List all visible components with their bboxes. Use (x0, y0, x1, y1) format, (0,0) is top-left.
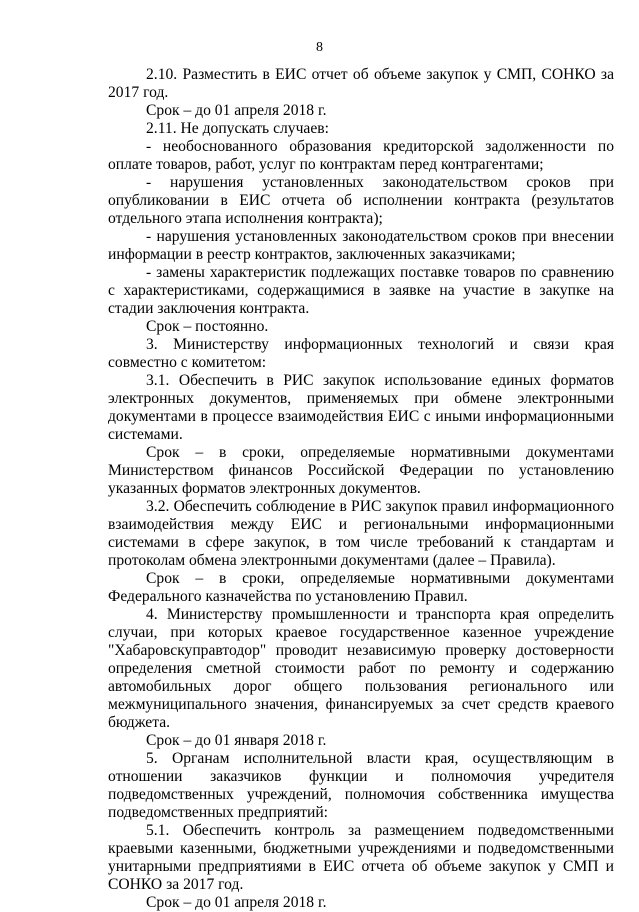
paragraph-3-1: 3.1. Обеспечить в РИС закупок использование единых форматов электронных документов, применяемых при обмене электронными документами в процессе взаимодействия ЕИС с иными информационными системами. (108, 372, 614, 443)
page-number: 8 (316, 40, 323, 55)
deadline-2-10: Срок – до 01 апреля 2018 г. (146, 102, 327, 119)
paragraph-5: 5. Органам исполнительной власти края, осуществляющим в отношении заказчиков функции и полномочия учредителя подведомственных учреждений, полномочия собственника имущества подведомственных предприятий: (108, 750, 614, 821)
deadline-3-1: Срок – в сроки, определяемые нормативными документами Министерством финансов Российской Федерации по установлению указанных форматов электронных документов. (108, 444, 614, 497)
paragraph-4: 4. Министерству промышленности и транспорта края определить случаи, при которых краевое государственное казенное учреждение "Хабаровскуправтодор" проводит независимую проверку достоверности определения сметной стоимости работ по ремонту и содержанию автомобильных дорог общего пользования регионального или межмуниципального значения, финансируемых за счет средств краевого бюджета. (108, 606, 614, 731)
deadline-5-1: Срок – до 01 апреля 2018 г. (146, 894, 327, 911)
list-item-payables: - необоснованного образования кредиторской задолженности по оплате товаров, работ, услуг по контрактам перед контрагентами; (108, 138, 614, 173)
paragraph-2-10: 2.10. Разместить в ЕИС отчет об объеме закупок у СМП, СОНКО за 2017 год. (108, 66, 614, 101)
document-body (108, 66, 614, 912)
deadline-4: Срок – до 01 января 2018 г. (146, 732, 327, 749)
paragraph-2-11: 2.11. Не допускать случаев: (146, 120, 329, 137)
deadline-2-11: Срок – постоянно. (146, 318, 269, 335)
paragraph-5-1: 5.1. Обеспечить контроль за размещением подведомственными краевыми казенными, бюджетными учреждениями и подведомственными унитарными предприятиями в ЕИС отчета об объеме закупок у СМП и СОНКО за 2017 год. (108, 822, 614, 893)
paragraph-3-2: 3.2. Обеспечить соблюдение в РИС закупок правил информационного взаимодействия между ЕИС и региональными информационными системами в сфере закупок, в том числе требований к стандартам и протоколам обмена электронными документами (далее – Правила). (108, 498, 614, 569)
list-item-registry-deadlines: - нарушения установленных законодательством сроков при внесении информации в реестр контрактов, заключенных заказчиками; (108, 228, 614, 263)
paragraph-3: 3. Министерству информационных технологий и связи края совместно с комитетом: (108, 336, 614, 371)
deadline-3-2: Срок – в сроки, определяемые нормативными документами Федерального казначейства по установлению Правил. (108, 570, 614, 605)
list-item-characteristics: - замены характеристик подлежащих поставке товаров по сравнению с характеристиками, содержащимися в заявке на участие в закупке на стадии заключения контракта. (108, 264, 614, 317)
list-item-report-deadlines: - нарушения установленных законодательством сроков при опубликовании в ЕИС отчета об исполнении контракта (результатов отдельного этапа исполнения контракта); (108, 174, 614, 227)
